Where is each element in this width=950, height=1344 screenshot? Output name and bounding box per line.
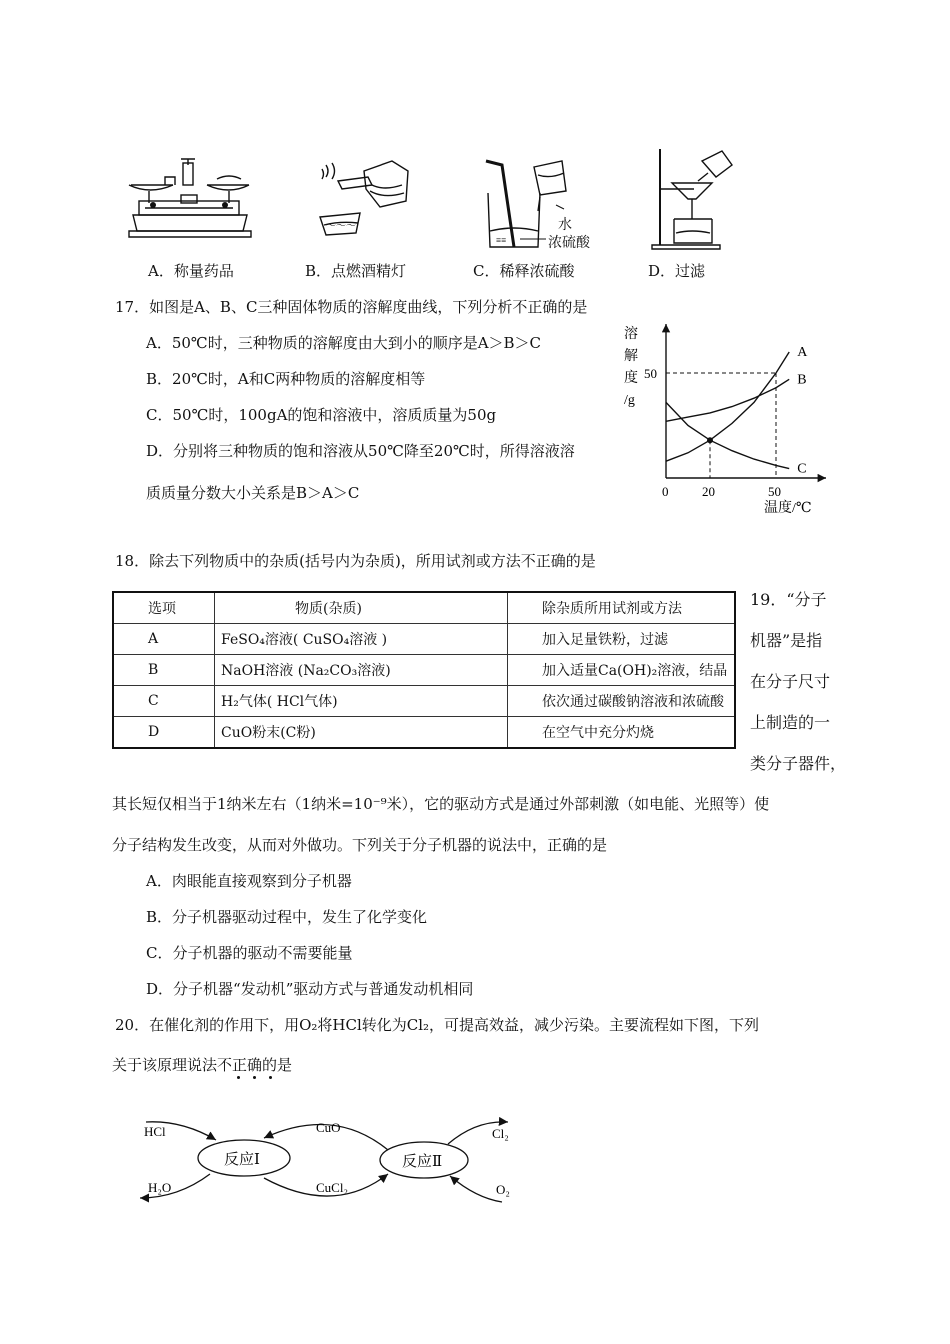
header-substance: 物质(杂质) — [215, 592, 508, 624]
row-method: 在空气中充分灼烧 — [508, 717, 736, 749]
y-axis-label-char: 解 — [624, 349, 638, 364]
q17-option-d-line1: D．分别将三种物质的饱和溶液从50℃降至20℃时，所得溶液溶 — [146, 442, 575, 460]
h2o-label: H₂O — [148, 1180, 172, 1195]
row-option: C — [113, 686, 215, 717]
row-substance: FeSO₄溶液( CuSO₄溶液 ) — [215, 624, 508, 655]
q19-option-b: B．分子机器驱动过程中，发生了化学变化 — [146, 908, 428, 926]
process-flow-diagram — [130, 1110, 530, 1210]
filtration-illustration — [650, 145, 740, 253]
option-d-label: D．过滤 — [648, 262, 706, 280]
row-option: B — [113, 655, 215, 686]
option-a-label: A．称量药品 — [148, 262, 234, 280]
q19-side-line-4: 上制造的一 — [750, 713, 831, 732]
y-axis-label-char: 度 — [624, 371, 638, 386]
row-method: 依次通过碳酸钠溶液和浓硫酸 — [508, 686, 736, 717]
x-axis-label: 温度/℃ — [764, 501, 812, 516]
q17-option-d-line2: 质质量分数大小关系是B＞A＞C — [146, 484, 360, 502]
q17-option-b: B．20℃时，A和C两种物质的溶解度相等 — [146, 370, 426, 388]
o2-label: O₂ — [496, 1182, 510, 1197]
q17-stem: 17．如图是A、B、C三种固体物质的溶解度曲线，下列分析不正确的是 — [115, 298, 588, 316]
table-row — [113, 686, 735, 717]
header-option: 选项 — [113, 592, 215, 624]
emphasis-dot — [269, 1076, 272, 1079]
table-row — [113, 624, 735, 655]
row-method: 加入足量铁粉，过滤 — [508, 624, 736, 655]
q19-side-line-2: 机器”是指 — [750, 631, 823, 650]
q17-option-c: C．50℃时，100gA的饱和溶液中，溶质质量为50g — [146, 406, 497, 424]
q19-line-1: 其长短仅相当于1纳米左右（1纳米=10⁻⁹米），它的驱动方式是通过外部刺激（如电能、光照等）使 — [112, 795, 770, 813]
cl2-label: Cl₂ — [492, 1126, 509, 1141]
q19-side-line-5: 类分子器件， — [750, 754, 847, 773]
series-label-B: B — [797, 372, 807, 388]
x-tick-label: 50 — [768, 484, 781, 499]
emphasis-dot — [237, 1076, 240, 1079]
row-method: 加入适量Ca(OH)₂溶液，结晶 — [508, 655, 736, 686]
header-method: 除杂质所用试剂或方法 — [508, 592, 736, 624]
table-row — [113, 717, 735, 749]
svg-text:≡≡: ≡≡ — [496, 235, 507, 245]
q17-option-a: A．50℃时，三种物质的溶解度由大到小的顺序是A＞B＞C — [146, 334, 542, 352]
series-line-B — [666, 379, 789, 421]
series-line-C — [666, 402, 789, 468]
row-substance: CuO粉末(C粉) — [215, 717, 508, 749]
option-b-label: B．点燃酒精灯 — [305, 262, 407, 280]
cucl2-label: CuCl₂ — [316, 1180, 348, 1195]
q19-option-d: D．分子机器“发动机”驱动方式与普通发动机相同 — [146, 980, 474, 998]
y-tick-label: 50 — [644, 366, 657, 381]
q19-side-line-1: 19．“分子 — [750, 590, 827, 609]
q18-options-table — [112, 591, 736, 749]
q19-option-c: C．分子机器的驱动不需要能量 — [146, 944, 353, 962]
alcohol-lamp-illustration — [312, 155, 422, 245]
emphasis-dot — [253, 1076, 256, 1079]
hcl-label: HCl — [144, 1124, 166, 1139]
acid-annotation: 浓硫酸 — [548, 235, 590, 251]
balance-illustration — [125, 155, 255, 245]
reaction-2-label: 反应Ⅱ — [402, 1154, 443, 1170]
series-label-C: C — [797, 461, 807, 477]
row-option: A — [113, 624, 215, 655]
row-substance: NaOH溶液 (Na₂CO₃溶液) — [215, 655, 508, 686]
reaction-1-label: 反应Ⅰ — [224, 1152, 260, 1168]
series-line-A — [666, 352, 789, 461]
y-axis-label-char: 溶 — [624, 327, 638, 342]
x-tick-label: 20 — [702, 484, 715, 499]
x-tick-label: 0 — [662, 484, 669, 499]
water-annotation: 水 — [558, 217, 572, 233]
q19-line-2: 分子结构发生改变，从而对外做功。下列关于分子机器的说法中，正确的是 — [112, 836, 608, 854]
series-label-A: A — [797, 345, 808, 360]
q20-line-1: 20．在催化剂的作用下，用O₂将HCl转化为Cl₂，可提高效益，减少污染。主要流程如下图，下列 — [115, 1016, 760, 1034]
row-substance: H₂气体( HCl气体) — [215, 686, 508, 717]
option-c-label: C．稀释浓硫酸 — [473, 262, 575, 280]
q18-stem: 18．除去下列物质中的杂质(括号内为杂质)，所用试剂或方法不正确的是 — [115, 552, 596, 570]
svg-text:～～～: ～～～ — [326, 221, 356, 232]
q19-side-line-3: 在分子尺寸 — [750, 672, 831, 691]
solubility-chart — [612, 320, 832, 520]
cuo-label: CuO — [316, 1120, 341, 1135]
q19-option-a: A．肉眼能直接观察到分子机器 — [146, 872, 352, 890]
table-row — [113, 655, 735, 686]
q20-line-2: 关于该原理说法不正确的是 — [112, 1056, 293, 1074]
row-option: D — [113, 717, 215, 749]
table-header-row — [113, 592, 735, 624]
y-axis-label-char: /g — [624, 393, 635, 408]
o2-arrow — [450, 1176, 502, 1202]
